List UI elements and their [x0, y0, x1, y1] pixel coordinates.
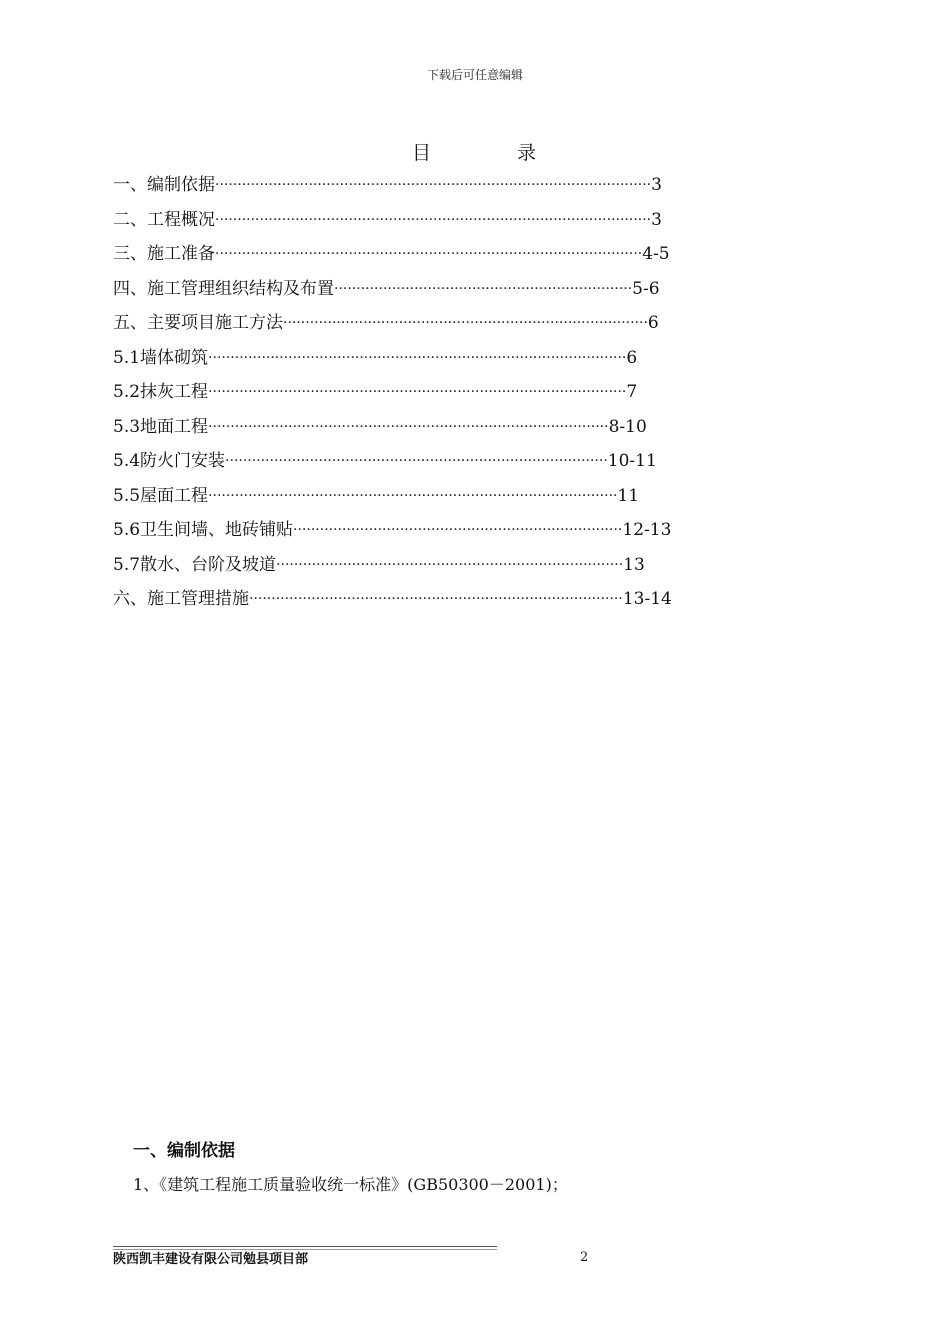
header-note: 下载后可任意编辑 [426, 68, 523, 82]
toc-title [0, 138, 950, 165]
toc-title-right: 录 [517, 142, 539, 164]
toc-entry-label: 六、施工管理措施 [113, 589, 249, 609]
toc-entry[interactable] [113, 203, 833, 238]
toc-entry-page: 8-10 [608, 416, 647, 437]
toc-entry-leader: ·················································································· [283, 315, 648, 331]
toc-entry-page: 5-6 [632, 278, 660, 299]
toc-entry-leader: ·········································································· [293, 522, 623, 538]
toc-entry[interactable] [113, 168, 833, 203]
toc-entry-page: 6 [626, 347, 638, 368]
toc-entry-label: 二、工程概况 [113, 209, 215, 230]
footer-company: 陕西凯丰建设有限公司勉县项目部 [113, 1252, 309, 1267]
toc-entry-label: 五、主要项目施工方法 [113, 313, 283, 333]
toc-entry[interactable] [113, 341, 833, 376]
toc-entry-leader: ···················································································· [249, 591, 623, 607]
toc-entry-leader: ······························································································ [208, 384, 627, 400]
toc-entry-leader: ·································································································· [215, 177, 652, 193]
toc-entry[interactable] [113, 272, 833, 307]
table-of-contents [113, 168, 833, 617]
toc-entry[interactable] [113, 237, 833, 272]
toc-entry[interactable] [113, 306, 833, 341]
toc-entry-page: 13 [623, 554, 645, 575]
toc-entry-page: 12-13 [622, 520, 672, 540]
toc-entry-label: 三、施工准备 [113, 244, 215, 264]
toc-entry-page: 10-11 [607, 451, 657, 471]
toc-title-left: 目 [411, 142, 433, 164]
toc-entry-page: 3 [651, 175, 662, 195]
section-heading: 一、编制依据 [133, 1141, 235, 1161]
toc-entry-page: 6 [647, 313, 659, 333]
toc-entry-label: 5.6卫生间墙、地砖铺贴 [113, 520, 294, 540]
toc-entry-page: 7 [626, 382, 638, 402]
toc-entry[interactable] [113, 582, 833, 617]
toc-entry-leader: ································································································ [215, 246, 643, 262]
toc-entry-leader: ······················································································ [225, 453, 608, 469]
toc-entry[interactable] [113, 479, 833, 514]
toc-entry[interactable] [113, 444, 833, 479]
toc-entry-label: 一、编制依据 [113, 175, 215, 195]
toc-entry-leader: ······························································································ [208, 349, 627, 366]
toc-entry[interactable] [113, 375, 833, 410]
toc-entry-page: 13-14 [622, 589, 672, 609]
toc-entry[interactable] [113, 410, 833, 445]
toc-entry-label: 5.5屋面工程 [113, 485, 209, 506]
toc-entry-leader: ·································································································· [215, 211, 652, 228]
toc-entry-leader: ·············································································· [276, 556, 624, 573]
toc-entry-label: 5.4防火门安装 [113, 451, 226, 471]
toc-entry[interactable] [113, 513, 833, 548]
toc-entry-leader: ··································································· [334, 280, 633, 297]
toc-entry[interactable] [113, 548, 833, 583]
section-item-1: 1、《建筑工程施工质量验收统一标准》(GB50300－2001)； [133, 1175, 568, 1194]
footer-rule [113, 1246, 497, 1247]
toc-entry-page: 4-5 [642, 244, 670, 264]
toc-entry-page: 3 [651, 209, 662, 230]
toc-entry-label: 四、施工管理组织结构及布置 [113, 278, 334, 299]
toc-entry-label: 5.1墙体砌筑 [113, 347, 209, 368]
toc-entry-label: 5.7散水、台阶及坡道 [113, 554, 277, 575]
footer-page-number: 2 [580, 1250, 589, 1265]
toc-entry-label: 5.3地面工程 [113, 416, 209, 437]
toc-entry-page: 11 [617, 485, 640, 506]
toc-entry-label: 5.2抹灰工程 [113, 382, 209, 402]
toc-entry-leader: ···························································································· [208, 487, 618, 504]
toc-entry-leader: ·························································································· [208, 418, 609, 435]
